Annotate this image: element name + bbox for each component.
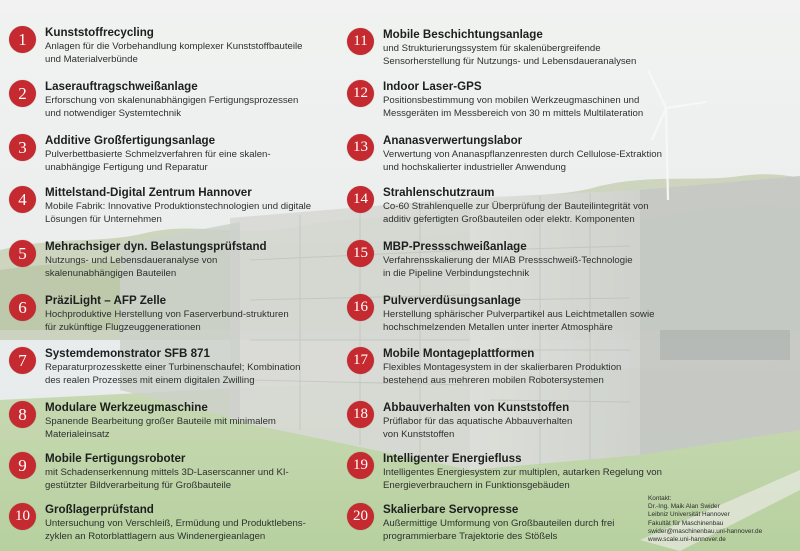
item-title: Mittelstand-Digital Zentrum Hannover [45,186,252,199]
item-title: Ananasverwertungslabor [383,134,523,147]
list-item [18,401,345,441]
item-title: Intelligenter Energiefluss [383,452,522,465]
item-description: Anlagen für die Vorbehandlung komplexer Kunststoffbauteile und Materialverbünde [45,41,303,65]
list-item [353,401,683,441]
item-description: Intelligentes Energiesystem zur multiplen, autarken Regelung von Energieverbrauchern in Funktionsgebäuden [383,467,662,491]
item-title: Mehrachsiger dyn. Belastungsprüfstand [45,240,267,253]
item-title: PräziLight – AFP Zelle [45,294,167,307]
item-description: Verwertung von Ananaspflanzenresten durch Cellulose-Extraktion und hochskalierter industrieller Anwendung [383,149,662,173]
contact-line: Fakultät für Maschinenbau [648,519,724,527]
item-title: Abbauverhalten von Kunststoffen [383,401,570,414]
item-title: Mobile Montageplattformen [383,347,535,360]
item-title: Modulare Werkzeugmaschine [45,401,208,414]
item-description: Verfahrensskalierung der MIAB Pressschweiß-Technologie in die Pipeline Verbindungstechnik [383,255,633,279]
item-number-badge: 13 [347,134,374,161]
item-title: Pulververdüsungsanlage [383,294,521,307]
item-description: Herstellung sphärischer Pulverpartikel aus Leichtmetallen sowie hochschmelzenden Metallen unter inerter Atmosphäre [383,309,655,333]
item-number-badge: 7 [9,347,36,374]
item-number-badge: 8 [9,401,36,428]
item-title: Indoor Laser-GPS [383,80,482,93]
item-description: Reparaturprozesskette einer Turbinenschaufel; Kombination des realen Prozesses mit einem digitalen Zwilling [45,362,301,386]
item-description: Mobile Fabrik: Innovative Produktionstechnologien und digitale Lösungen für Unternehmen [45,201,312,225]
item-number-badge: 16 [347,294,374,321]
list-item [353,452,683,492]
list-item [353,80,683,120]
list-item [18,186,345,226]
item-number-badge: 2 [9,80,36,107]
list-item [18,26,345,66]
item-description: Co-60 Strahlenquelle zur Überprüfung der Bauteilintegrität von additiv gefertigten Großbauteilen oder elektr. Komponenten [383,201,649,225]
list-item [353,28,683,68]
item-title: Mobile Fertigungsroboter [45,452,186,465]
list-item [18,294,345,334]
item-number-badge: 14 [347,186,374,213]
list-item [353,186,683,226]
item-number-badge: 9 [9,452,36,479]
item-description: Nutzungs- und Lebensdaueranalyse von skalenunabhängigen Bauteilen [45,255,218,279]
list-item [18,134,345,174]
item-number-badge: 11 [347,28,374,55]
item-number-badge: 10 [9,503,36,530]
item-description: Flexibles Montagesystem in der skalierbaren Produktion bestehend aus mehreren mobilen Robotersystemen [383,362,622,386]
item-description: mit Schadenserkennung mittels 3D-Laserscanner und KI- gestützter Bildverarbeitung für Großbauteile [45,467,289,491]
list-item [18,80,345,120]
contact-line: Leibniz Universität Hannover [648,511,730,519]
list-item [353,503,683,543]
item-number-badge: 1 [9,26,36,53]
list-item [353,347,683,387]
item-number-badge: 4 [9,186,36,213]
item-title: Strahlenschutzraum [383,186,495,199]
list-item [353,294,683,334]
list-item [15,503,345,543]
item-title: Systemdemonstrator SFB 871 [45,347,210,360]
contact-heading: Kontakt: [648,495,672,502]
item-number-badge: 5 [9,240,36,267]
item-description: Positionsbestimmung von mobilen Werkzeugmaschinen und Messgeräten im Messbereich von 30 m mittels Multilateration [383,95,644,119]
item-title: Mobile Beschichtungsanlage [383,28,543,41]
item-description: Spanende Bearbeitung großer Bauteile mit minimalem Materialeinsatz [45,416,276,440]
contact-website[interactable]: www.scale.uni-hannover.de [648,536,726,544]
item-number-badge: 6 [9,294,36,321]
item-number-badge: 3 [9,134,36,161]
item-number-badge: 17 [347,347,374,374]
list-item [353,240,683,280]
item-description: Außermittige Umformung von Großbauteilen durch frei programmierbare Trajektorie des Stößels [383,518,615,542]
item-title: Laserauftragschweißanlage [45,80,198,93]
item-description: Prüflabor für das aquatische Abbauverhalten von Kunststoffen [383,416,573,440]
item-title: Großlagerprüfstand [45,503,154,516]
item-number-badge: 18 [347,401,374,428]
list-item [353,134,683,174]
list-item [18,452,345,492]
item-title: Skalierbare Servopresse [383,503,519,516]
item-title: MBP-Pressschweißanlage [383,240,527,253]
item-description: Untersuchung von Verschleiß, Ermüdung und Produktlebens- zyklen an Rotorblattlagern aus Windenergieanlagen [45,518,306,542]
item-description: Erforschung von skalenunabhängigen Fertigungsprozessen und notwendiger Systemtechnik [45,95,299,119]
list-item [18,347,345,387]
item-number-badge: 20 [347,503,374,530]
item-number-badge: 15 [347,240,374,267]
item-title: Kunststoffrecycling [45,26,154,39]
item-description: und Strukturierungssystem für skalenübergreifende Sensorherstellung für Nutzungs- und Lebensdaueranalysen [383,43,637,67]
contact-email[interactable]: swider@maschinenbau.uni-hannover.de [648,527,763,535]
contact-line: Dr.-Ing. Maik Alan Swider [648,503,720,511]
item-number-badge: 12 [347,80,374,107]
contact-block [648,495,798,544]
item-description: Hochproduktive Herstellung von Faserverbund-strukturen für zukünftige Flugzeuggenerationen [45,309,289,333]
item-number-badge: 19 [347,452,374,479]
list-item [18,240,345,280]
item-title: Additive Großfertigungsanlage [45,134,216,147]
item-description: Pulverbettbasierte Schmelzverfahren für eine skalen- unabhängige Fertigung und Reparatur [45,149,271,173]
